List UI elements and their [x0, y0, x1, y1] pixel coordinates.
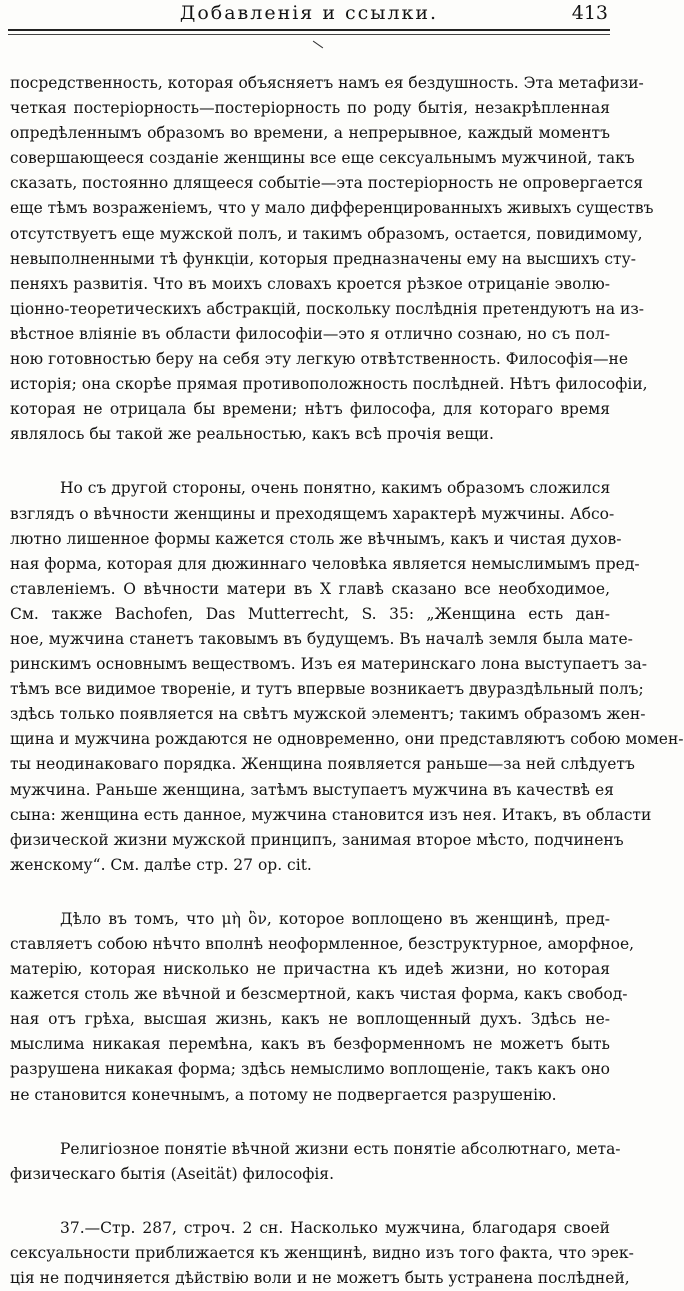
text-line: матерію, которая нисколько не причастна къ идеѣ жизни, но которая: [10, 960, 610, 979]
header-rule-thin: [8, 34, 610, 35]
text-line: ставленіемъ. О вѣчности матери въ X главѣ сказано все необходимое,: [10, 579, 610, 598]
text-line: взглядъ о вѣчности женщины и преходящемъ характерѣ мужчины. Абсо-: [10, 504, 615, 523]
paragraph: [10, 1216, 634, 1291]
text-line: 37.—Стр. 287, строч. 2 сн. Насколько мужчина, благодаря своей: [60, 1218, 610, 1237]
text-line: еще тѣмъ возраженіемъ, что у мало дифференцированныхъ живыхъ существъ: [10, 199, 654, 218]
text-line: сына: женщина есть данное, мужчина становится изъ нея. Итакъ, въ области: [10, 805, 652, 824]
text-line: здѣсь только появляется на свѣтъ мужской элементъ; такимъ образомъ жен-: [10, 705, 646, 724]
text-line: отсутствуетъ еще мужской полъ, и такимъ образомъ, остается, повидимому,: [10, 224, 643, 243]
text-line: мужчина. Раньше женщина, затѣмъ выступаетъ мужчина въ качествѣ ея: [10, 780, 614, 799]
text-line: ты неодинаковаго порядка. Женщина появляется раньше—за ней слѣдуетъ: [10, 755, 635, 774]
text-line: четкая постеріорность—постеріорность по роду бытія, незакрѣпленная: [10, 99, 610, 118]
text-line: ціонно-теоретическихъ абстракцій, поскольку послѣднія претендуютъ на из-: [10, 299, 645, 318]
text-line: Но съ другой стороны, очень понятно, какимъ образомъ сложился: [60, 479, 611, 498]
text-line: лютно лишенное формы кажется столь же вѣчнымъ, какъ и чистая духов-: [10, 529, 622, 548]
text-line: ная отъ грѣха, высшая жизнь, какъ не воплощенный духъ. Здѣсь не-: [10, 1010, 610, 1029]
paragraph: [10, 1137, 621, 1187]
text-line: разрушена никакая форма; здѣсь немыслимо воплощеніе, такъ какъ оно: [10, 1060, 610, 1079]
text-line: женскому“. См. далѣе стр. 27 op. cit.: [10, 855, 312, 874]
paragraph-gap: [10, 1108, 610, 1137]
printer-mark: [313, 41, 323, 49]
text-line: ція не подчиняется дѣйствію воли и не можетъ быть устранена послѣдней,: [10, 1269, 630, 1288]
text-line: кажется столь же вѣчной и безсмертной, какъ чистая форма, какъ свобод-: [10, 985, 628, 1004]
text-line: Религіозное понятіе вѣчной жизни есть понятіе абсолютнаго, мета-: [60, 1139, 621, 1158]
text-line: ставляетъ собою нѣчто вполнѣ неоформленное, безструктурное, аморфное,: [10, 935, 635, 953]
text-line: физической жизни мужской принципъ, занимая второе мѣсто, подчиненъ: [10, 830, 624, 849]
running-title: Добавленія и ссылки.: [179, 2, 439, 24]
page-header: [8, 0, 610, 30]
text-line: физическаго бытія (Aseität) философія.: [10, 1164, 335, 1183]
text-line: ринскимъ основнымъ веществомъ. Изъ ея материнскаго лона выступаетъ за-: [10, 655, 648, 674]
text-line: опредѣленнымъ образомъ во времени, а непрерывное, каждый моментъ: [10, 124, 610, 143]
text-line: исторія; она скорѣе прямая противоположность послѣдней. Нѣтъ философіи,: [10, 375, 648, 394]
text-line: Дѣло въ томъ, что μὴ ὂν, которое воплощено въ женщинѣ, пред-: [60, 909, 610, 928]
text-line: ное, мужчина станетъ таковымъ въ будущемъ. Въ началѣ земля была мате-: [10, 629, 633, 648]
text-line: ною готовностью беру на себя эту легкую отвѣтственность. Философія—не: [10, 350, 628, 369]
text-line: посредственность, которая объясняетъ намъ ея бездушность. Эта метафизи-: [10, 74, 644, 92]
text-line: См. также Bachofen, Das Mutterrecht, S. 35: „Женщина есть дан-: [10, 604, 610, 623]
text-line: которая не отрицала бы времени; нѣтъ философа, для котораго время: [10, 400, 610, 419]
paragraph: [10, 907, 635, 1108]
page-body: [10, 71, 684, 1291]
text-line: являлось бы такой же реальностью, какъ всѣ прочія вещи.: [10, 425, 494, 444]
text-line: щина и мужчина рождаются не одновременно, они представляютъ собою момен-: [10, 730, 684, 749]
paragraph-gap: [10, 878, 610, 907]
text-line: сексуальности приближается къ женщинѣ, видно изъ того факта, что эрек-: [10, 1243, 634, 1262]
paragraph-gap: [10, 447, 610, 476]
text-line: тѣмъ все видимое твореніе, и тутъ впервые возникаетъ двураздѣльный полъ;: [10, 680, 644, 699]
text-line: вѣстное вліяніе въ области философіи—это я отлично сознаю, но съ пол-: [10, 324, 610, 343]
paragraph: [10, 476, 684, 878]
text-line: невыполненными тѣ функціи, которыя предназначены ему на высшихъ сту-: [10, 249, 636, 268]
paragraph-gap: [10, 1187, 610, 1216]
text-line: совершающееся созданіе женщины все еще сексуальнымъ мужчиной, такъ: [10, 149, 635, 168]
text-line: ная форма, которая для дюжиннаго человѣка является немыслимымъ пред-: [10, 554, 640, 573]
text-line: сказать, постоянно длящееся событіе—эта постеріорность не опровергается: [10, 174, 643, 193]
text-line: не становится конечнымъ, а потому не подвергается разрушенію.: [10, 1085, 557, 1104]
page-number: 413: [571, 2, 608, 24]
text-line: мыслима никакая перемѣна, какъ въ безформенномъ не можетъ быть: [10, 1035, 610, 1054]
paragraph: [10, 71, 654, 447]
header-rule-thick: [8, 29, 610, 31]
text-line: пеняхъ развитія. Что въ моихъ словахъ кроется рѣзкое отрицаніе эволю-: [10, 274, 610, 293]
